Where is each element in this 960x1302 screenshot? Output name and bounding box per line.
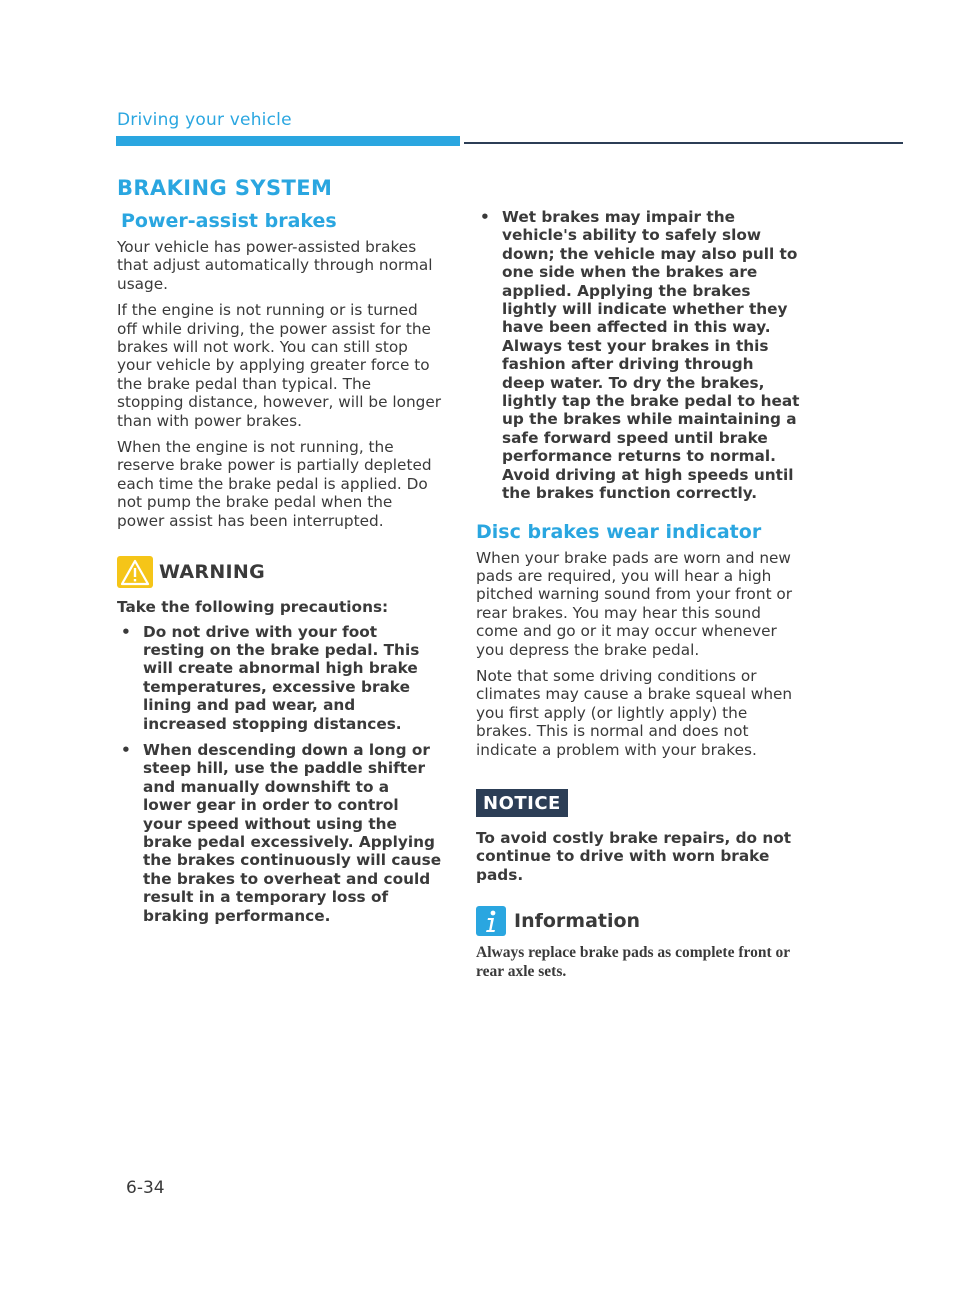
warning-item (117, 741, 442, 925)
warning-item (476, 208, 801, 503)
header-rule (464, 142, 903, 144)
bullet: • (480, 208, 490, 226)
notice-text: To avoid costly brake repairs, do not continue to drive with worn brake pads. (476, 828, 792, 884)
warning-item-text: When descending down a long or steep hill, use the paddle shifter and manually downshift to a lower gear in order to control your speed without using the brake pedal excessively. Applying the brakes continuously will cause the brakes to overheat and could result in a temporary loss of braking performance. (143, 740, 442, 925)
disc-wear-title: Disc brakes wear indicator (476, 520, 762, 543)
warning-label: WARNING (159, 561, 266, 584)
power-assist-title: Power-assist brakes (121, 210, 337, 232)
bullet: • (121, 740, 131, 759)
warning-item-text: Wet brakes may impair the vehicle's ability to safely slow down; the vehicle may also pull to one side when the brakes are applied. Applying the brakes lightly will indicate whether they have been affected in this way. Always test your brakes in this fashion after driving through deep water. To dry the brakes, lightly tap the brake pedal to heat up the brakes while maintaining a safe forward speed until brake performance returns to normal. Avoid driving at high speeds until the brakes function correctly. (502, 208, 800, 503)
warning-heading (117, 556, 442, 588)
power-assist-paragraph: When the engine is not running, the reserve brake power is partially depleted each time the brake pedal is applied. Do not pump the brake pedal when the power assist has been interrupted. (117, 438, 432, 530)
warning-list (117, 623, 442, 926)
information-label: Information (514, 910, 641, 933)
power-assist-paragraph: If the engine is not running or is turned off while driving, the power assist for the brakes will not work. You can still stop your vehicle by applying greater force to the brake pedal than typical. The stopping distance, however, will be longer than with power brakes. (117, 301, 442, 430)
information-text: Always replace brake pads as complete front or rear axle sets. (476, 944, 790, 980)
power-assist-paragraph: Your vehicle has power-assisted brakes that adjust automatically through normal usage. (117, 238, 433, 293)
notice-badge: NOTICE (476, 789, 568, 817)
warning-triangle-icon (117, 556, 153, 588)
right-column (476, 208, 801, 981)
warning-item (117, 623, 442, 733)
warning-item-text: Do not drive with your foot resting on the brake pedal. This will create abnormal high brake temperatures, excessive brake lining and pad wear, and increased stopping distances. (143, 622, 420, 733)
disc-wear-paragraph: When your brake pads are worn and new pads are required, you will hear a high pitched warning sound from your front or rear brakes. You may hear this sound come and go or it may occur whenever you depress the brake pedal. (476, 548, 793, 659)
bullet: • (121, 622, 131, 641)
warning-intro: Take the following precautions: (117, 598, 389, 617)
disc-wear-paragraph: Note that some driving conditions or climates may cause a brake squeal when you first apply (or lightly apply) the brakes. This is normal and does not indicate a problem with your brakes. (476, 666, 793, 759)
running-header: Driving your vehicle (117, 110, 292, 130)
header-accent-bar (116, 136, 460, 146)
section-title: BRAKING SYSTEM (117, 176, 333, 200)
warning-list-continued (476, 208, 801, 503)
left-column (117, 176, 442, 933)
page-number: 6-34 (126, 1178, 165, 1198)
information-heading (476, 906, 801, 936)
info-icon (476, 906, 506, 936)
